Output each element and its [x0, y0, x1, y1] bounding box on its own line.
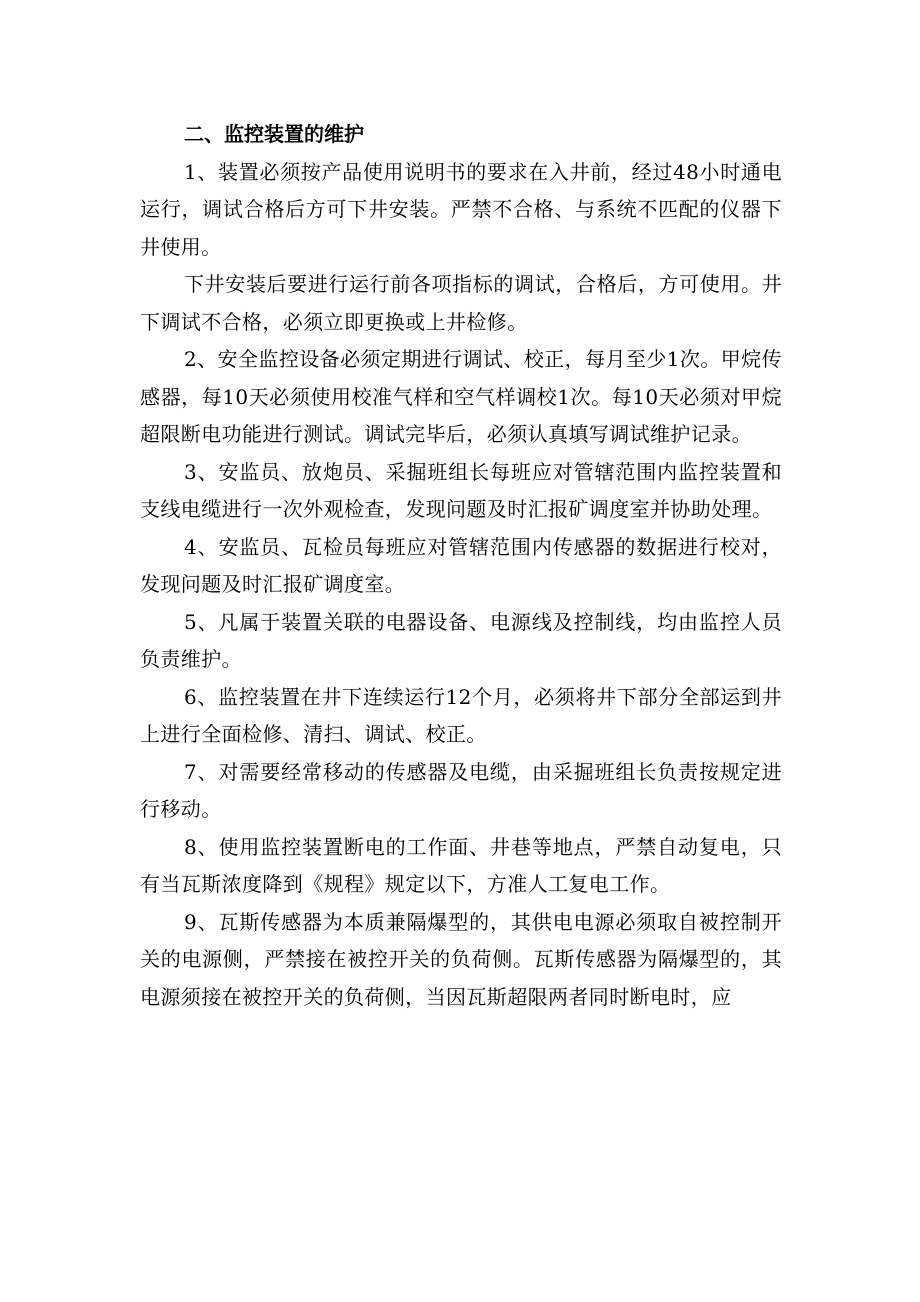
- paragraph-3: 2、安全监控设备必须定期进行调试、校正，每月至少1次。甲烷传感器，每10天必须使用校准气样和空气样调校1次。每10天必须对甲烷超限断电功能进行测试。调试完毕后，必须认真填写调试维护记录。: [140, 347, 782, 446]
- paragraph-1: 1、装置必须按产品使用说明书的要求在入井前，经过48小时通电运行，调试合格后方可下井安装。严禁不合格、与系统不匹配的仪器下井使用。: [140, 159, 782, 259]
- paragraph-8: 7、对需要经常移动的传感器及电缆，由采掘班组长负责按规定进行移动。: [140, 759, 782, 821]
- paragraph-10: 9、瓦斯传感器为本质兼隔爆型的，其供电电源必须取自被控制开关的电源侧，严禁接在被控开关的负荷侧。瓦斯传感器为隔爆型的，其电源须接在被控开关的负荷侧，当因瓦斯超限两者同时断电时，应: [140, 909, 782, 1009]
- paragraph-2: 下井安装后要进行运行前各项指标的调试，合格后，方可使用。井下调试不合格，必须立即更换或上井检修。: [140, 272, 782, 334]
- paragraph-4: 3、安监员、放炮员、采掘班组长每班应对管辖范围内监控装置和支线电缆进行一次外观检查，发现问题及时汇报矿调度室并协助处理。: [140, 459, 782, 521]
- paragraph-9: 8、使用监控装置断电的工作面、井巷等地点，严禁自动复电，只有当瓦斯浓度降到《规程》规定以下，方准人工复电工作。: [140, 834, 782, 896]
- paragraph-6: 5、凡属于装置关联的电器设备、电源线及控制线，均由监控人员负责维护。: [140, 609, 782, 671]
- document-body: [140, 116, 782, 1016]
- section-heading: 二、监控装置的维护: [184, 122, 364, 146]
- paragraph-7: 6、监控装置在井下连续运行12个月，必须将井下部分全部运到井上进行全面检修、清扫、调试、校正。: [140, 684, 782, 746]
- paragraph-5: 4、安监员、瓦检员每班应对管辖范围内传感器的数据进行校对，发现问题及时汇报矿调度室。: [140, 534, 782, 596]
